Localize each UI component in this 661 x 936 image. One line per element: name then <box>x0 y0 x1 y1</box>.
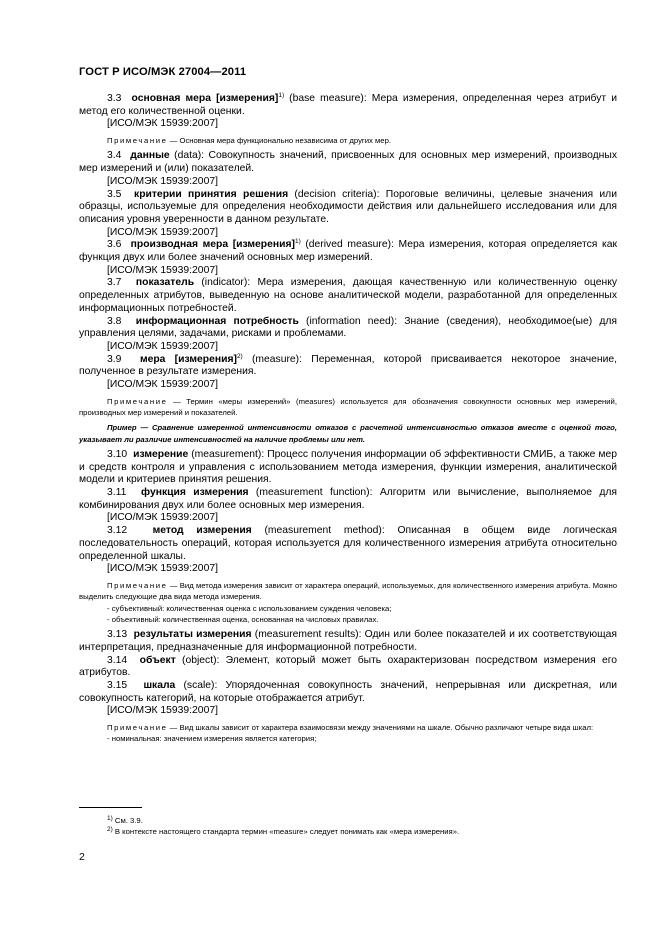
term-reference: [ИСО/МЭК 15939:2007] <box>107 563 218 575</box>
term-example: Пример — Сравнение измеренной интенсивности отказов с расчетной интенсивностью отказов вместе с оценкой того, указывает ли различие интенсивностей на наличие проблемы или нет. <box>79 423 617 444</box>
term-entry-3-5: 3.5 критерии принятия решения (decision criteria): Пороговые величины, целевые значения или образцы, используемые для определения необходимости действия или дальнейшего исследования или для описания уровня уверенности в данном результате. <box>79 188 617 225</box>
page-number: 2 <box>79 851 85 863</box>
term-definition: (measurement): Процесс получения информации об эффективности СМИБ, а также мер и средств контроля и управления с использованием метода измерения, функции измерения, аналитической модели и критериев принятия решения. <box>79 448 617 486</box>
term-name: метод измерения <box>152 525 252 537</box>
term-definition: (measurement results): Один или более показателей и их соответствующая интерпретация, предназначенные для информационной потребности. <box>79 629 618 653</box>
footnote-separator <box>79 807 142 808</box>
term-name: критерии принятия решения <box>134 188 289 200</box>
term-name: шкала <box>143 679 176 691</box>
term-entry-3-7: 3.7 показатель (indicator): Мера измерения, дающая качественную или количественную оценку определенных атрибутов, выведенную на основе аналитической модели, разработанной для определенных информационных потребностей. <box>79 277 618 314</box>
term-entry-3-15: 3.15 шкала (scale): Упорядоченная совокупность значений, непрерывная или дискретная, или совокупность категорий, на которые отображается атрибут. <box>79 679 618 704</box>
term-definition: (data): Совокупность значений, присвоенных для основных мер измерений, производных мер измерений и (или) показателей. <box>79 150 617 175</box>
term-name: информационная потребность <box>135 315 299 327</box>
list-item: - субъективный: количественная оценка с использованием суждения человека; <box>107 603 392 613</box>
term-entry-3-8: 3.8 информационная потребность (information need): Знание (сведения), необходимое(ые) для управления целями, задачами, рисками и проблемами. <box>79 315 618 340</box>
term-name: мера [измерения] <box>139 353 237 365</box>
term-name: функция измерения <box>141 487 249 499</box>
term-name: измерение <box>133 448 189 460</box>
term-entry-3-9: 3.9 мера [измерения]$^{2)}$ (measure): Переменная, которой присваивается некоторое значение, полученное в результате измерения. <box>79 352 618 378</box>
term-name: данные <box>130 150 170 162</box>
term-name: основная мера [измерения] <box>131 93 279 104</box>
term-entry-3-4: 3.4 данные (data): Совокупность значений, присвоенных для основных мер измерений, производных мер измерений и (или) показателей. <box>79 150 617 175</box>
term-reference: [ИСО/МЭК 15939:2007] <box>107 264 218 276</box>
term-reference: [ИСО/МЭК 15939:2007] <box>107 379 218 391</box>
term-note: Примечание — Термин «меры измерений» (measures) используется для обозначения совокупности основных мер измерений, производных мер измерений и показателей. <box>79 396 617 418</box>
term-name: объект <box>139 654 176 666</box>
footnote-2: $^{2)}$ В контексте настоящего стандарта термин «measure» следует понимать как «мера измерения». <box>107 826 460 836</box>
term-reference: [ИСО/МЭК 15939:2007] <box>107 118 218 130</box>
term-definition: (information need): Знание (сведения), необходимое(ые) для управления целями, задачами, рисками и проблемами. <box>79 315 618 340</box>
footnote-ref: 1) <box>294 238 301 246</box>
term-entry-3-11: 3.11 функция измерения (measurement function): Алгоритм или вычисление, выполняемое для комбинирования двух или более основных мер измерения. <box>79 487 617 511</box>
term-note: Примечание — Основная мера функционально независима от других мер. <box>107 136 391 146</box>
term-entry-3-6: 3.6 производная мера [измерения]$^{1)}$ (derived measure): Мера измерения, которая определяется как функция двух или более значений основных мер измерений. <box>79 238 618 264</box>
list-item: - объективный: количественная оценка, основанная на числовых правилах. <box>107 614 379 624</box>
term-definition: (object): Элемент, который может быть охарактеризован посредством измерения его атрибутов. <box>79 654 617 679</box>
term-reference: [ИСО/МЭК 15939:2007] <box>107 340 218 352</box>
term-definition: (measure): Переменная, которой присваивается некоторое значение, полученное в результате измерения. <box>79 353 618 378</box>
term-entry-3-10: 3.10 измерение (measurement): Процесс получения информации об эффективности СМИБ, а также мер и средств контроля и управления с использованием метода измерения, функции измерения, аналитической модели и критериев принятия решения. <box>79 448 617 486</box>
document-header: ГОСТ Р ИСО/МЭК 27004—2011 <box>79 66 247 78</box>
term-reference: [ИСО/МЭК 15939:2007] <box>107 175 218 187</box>
term-note: Примечание — Вид шкалы зависит от характера взаимосвязи между значениями на шкале. Обычно различают четыре вида шкал: <box>107 723 594 733</box>
document-body <box>79 93 617 745</box>
term-note: Примечание — Вид метода измерения зависит от характера операций, используемых, для количественного измерения атрибута. Можно выделить следующие два вида метода измерения. <box>79 580 617 602</box>
term-entry-3-14: 3.14 объект (object): Элемент, который может быть охарактеризован посредством измерения его атрибутов. <box>79 654 617 679</box>
term-name: показатель <box>135 277 195 289</box>
term-definition: (decision criteria): Пороговые величины, целевые значения или образцы, используемые для определения необходимости действия или дальнейшего исследования или для описания уровня уверенности в данном результате. <box>79 188 617 225</box>
list-item: - номинальная: значением измерения является категория; <box>107 734 317 744</box>
term-name: производная мера [измерения] <box>130 239 295 251</box>
term-entry-3-12: 3.12 метод измерения (measurement method): Описанная в общем виде логическая последовательность операций, которая используется для количественного измерения атрибута относительно определенной шкалы. <box>79 525 617 562</box>
term-reference: [ИСО/МЭК 15939:2007] <box>107 512 218 524</box>
term-entry-3-13: 3.13 результаты измерения (measurement results): Один или более показателей и их соответствующая интерпретация, предназначенные для информационной потребности. <box>79 629 618 653</box>
term-name: результаты измерения <box>133 629 252 641</box>
footnote-ref: 1) <box>278 92 285 99</box>
term-definition: (measurement method): Описанная в общем виде логическая последовательность операций, которая используется для количественного измерения атрибута относительно определенной шкалы. <box>79 525 617 562</box>
footnote-ref: 2) <box>236 352 243 360</box>
footnote-1: $^{1)}$ См. 3.9. <box>107 815 143 825</box>
term-definition: (measurement function): Алгоритм или вычисление, выполняемое для комбинирования двух или более основных мер измерения. <box>79 487 617 511</box>
term-entry-3-3: 3.3 основная мера [измерения]$^{1)}$ (base measure): Мера измерения, определенная через атрибут и метод его количественной оценки. <box>79 92 617 117</box>
term-definition: (scale): Упорядоченная совокупность значений, непрерывная или дискретная, или совокупность категорий, на которые отображается атрибут. <box>79 679 618 704</box>
term-reference: [ИСО/МЭК 15939:2007] <box>107 226 218 238</box>
term-reference: [ИСО/МЭК 15939:2007] <box>107 705 218 717</box>
term-definition: (derived measure): Мера измерения, которая определяется как функция двух или более значений основных мер измерений. <box>79 239 618 264</box>
term-definition: (base measure): Мера измерения, определенная через атрибут и метод его количественной оценки. <box>79 93 617 117</box>
term-definition: (indicator): Мера измерения, дающая качественную или количественную оценку определенных атрибутов, выведенную на основе аналитической модели, разработанной для определенных информационных потребностей. <box>79 277 618 314</box>
